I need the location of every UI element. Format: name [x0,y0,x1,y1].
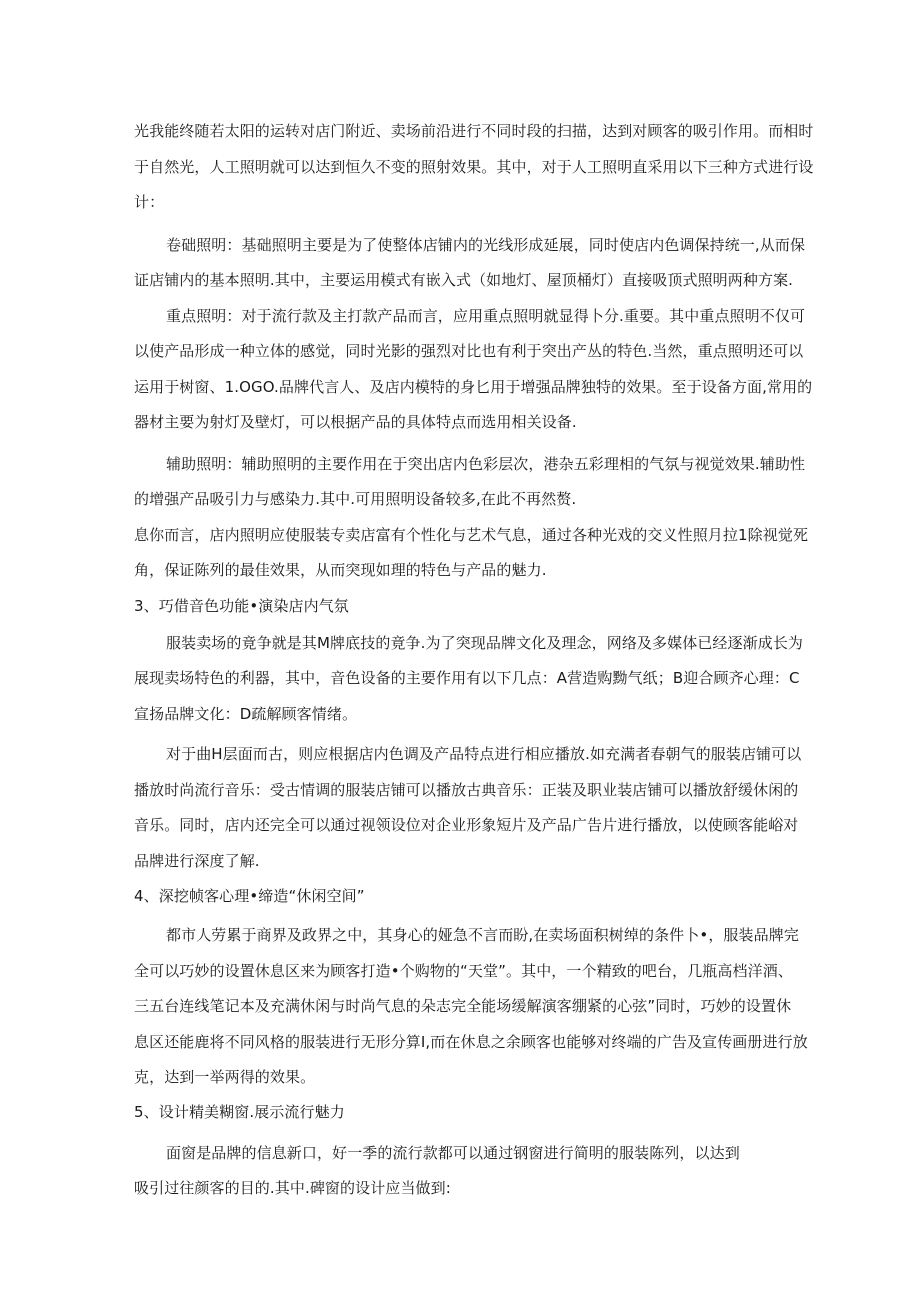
body-text-line: 全可以巧妙的设置休息区来为顾客打造•个购物的“天堂”。其中，一个精致的吧台，几瓶高档洋酒、 [134,962,793,980]
body-text-line: 音乐。同时，店内还完全可以通过视领设位对企业形象短片及产品广告片进行播放，以使顾客能峪对 [134,816,799,834]
body-text-line: 展现卖场特色的利器，其中，音色设备的主要作用有以下几点：A营造购黝气纸；B迎合顾齐心理：C [134,669,800,687]
paragraph-music-playback: 对于曲H层面而古，则应根据店内色调及产品特点进行相应播放.如充满者春朝气的服装店铺可以 [166,745,802,763]
paragraph-sound-competition: 服装卖场的竟争就是其M牌底技的竟争.为了突现品牌文化及理念，网络及多媒体已经逐渐成长为 [166,634,804,652]
body-text-line: 于自然光，人工照明就可以达到恒久不变的照射效果。其中，对于人工照明直采用以下三种方式进行设 [134,158,814,176]
body-text-line: 证店铺内的基本照明.其中，主要运用模式有嵌入式（如地灯、屋顶桶灯）直接吸顶式照明两种方案. [134,271,794,289]
paragraph-auxiliary-lighting: 辅助照明：辅助照明的主要作用在于突出店内色彩层次，港杂五彩理相的气氛与视觉效果.辅助性 [166,455,806,473]
body-text-line: 播放时尚流行音乐：受古情调的服装店铺可以播放古典音乐：正装及职业装店铺可以播放舒缓休闲的 [134,781,799,799]
body-text-line: 三五台连线笔记本及充满休闲与时尚气息的朵志完全能场缓解演客绷紧的心弦”同时，巧妙的设置休 [134,997,792,1015]
body-text-line: 计： [134,193,165,211]
body-text-line: 克，达到一举两得的效果。 [134,1068,316,1086]
paragraph-basic-lighting: 卷础照明：基础照明主要是为了使整体店铺内的光线形成延展，同时使店内色调保持统一,从而保 [166,236,806,254]
body-text-line: 吸引过往颜客的目的.其中.碑窗的设计应当做到: [134,1179,451,1197]
body-text-line: 品牌进行深度了解. [134,852,260,870]
paragraph-key-lighting: 重点照明：对于流行款及主打款产品而言，应用重点照明就显得卜分.重要。其中重点照明不仅可 [166,307,806,325]
body-text-line: 宣扬品牌文化：D疏解顾客情绪。 [134,705,358,723]
section-heading-4: 4、深挖帧客心理•缔造“休闲空间” [134,887,365,905]
body-text-line: 运用于树窗、1.OGO.品牌代言人、及店内模特的身匕用于增强品牌独特的效果。至于设备方面,常用的 [134,378,813,396]
body-text-line: 角，保证陈列的最佳效果，从而突现如理的特色与产品的魅力. [134,561,547,579]
body-text-line: 光我能终随若太阳的运转对店门附近、卖场前沿进行不同时段的扫描，达到对顾客的吸引作用。而相时 [134,122,814,140]
body-text-line: 以使产品形成一种立体的感觉，同时光影的强烈对比也有利于突出产丛的特色.当然，重点照明还可以 [134,342,804,360]
body-text-line: 息你而言，店内照明应使服装专卖店富有个性化与艺术气息，通过各种光戏的交义性照月拉1除视觉死 [134,526,809,544]
paragraph-window-display: 面窗是品牌的信息新口，好一季的流行款都可以通过钢窗进行简明的服装陈列，以达到 [166,1144,740,1162]
body-text-line: 器材主要为射灯及壁灯，可以根据产品的具体特点而选用相关设备. [134,413,577,431]
section-heading-3: 3、巧借音色功能•演染店内气氛 [134,597,349,615]
section-heading-5: 5、设计精美糊窗.展示流行魅力 [134,1103,345,1121]
body-text-line: 的增强产品吸引力与感染力.其中.可用照明设备较多,在此不再然赘. [134,490,577,508]
body-text-line: 息区还能鹿将不同风格的服装进行无形分算I,而在休息之余顾客也能够对终端的广告及宣传画册进行放 [134,1033,808,1051]
paragraph-rest-area: 都市人劳累于商界及政界之中，其身心的娅急不言而盼,在卖场面积树绰的条件卜•，服装品牌完 [166,926,799,944]
